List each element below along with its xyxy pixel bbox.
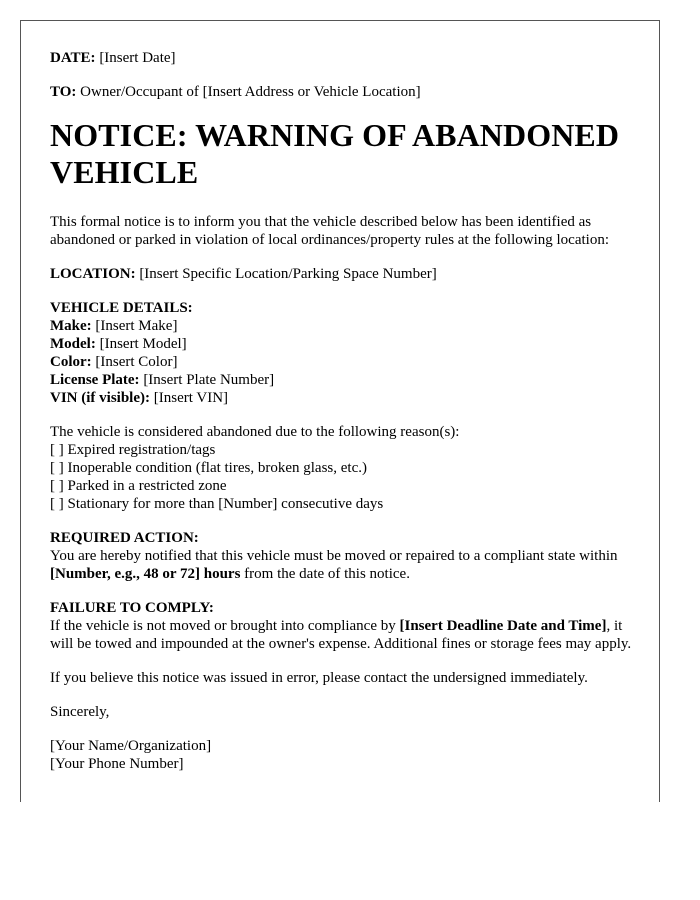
required-action-deadline: [Number, e.g., 48 or 72] hours [50, 566, 241, 582]
make-label: Make: [50, 318, 92, 334]
notice-content [50, 49, 640, 789]
location-value: [Insert Specific Location/Parking Space Number] [139, 266, 437, 282]
to-line [50, 83, 640, 101]
vehicle-model-line [50, 335, 640, 353]
failure-heading: FAILURE TO COMPLY: [50, 600, 214, 616]
vehicle-make-line [50, 317, 640, 335]
failure-text-after: , it will be towed and impounded at the owner's expense. Additional fines or storage fees may apply. [50, 618, 632, 652]
plate-label: License Plate: [50, 372, 140, 388]
contact-note: If you believe this notice was issued in error, please contact the undersigned immediately. [50, 670, 588, 686]
vin-label: VIN (if visible): [50, 390, 150, 406]
vehicle-details-heading: VEHICLE DETAILS: [50, 300, 193, 316]
required-action-text [50, 547, 640, 583]
model-value: [Insert Model] [99, 336, 187, 352]
notice-title: NOTICE: WARNING OF ABANDONED VEHICLE [50, 117, 620, 190]
to-value: Owner/Occupant of [Insert Address or Vehicle Location] [80, 84, 421, 100]
color-label: Color: [50, 354, 92, 370]
failure-section [50, 599, 640, 653]
reason-item: [ ] Parked in a restricted zone [50, 478, 227, 494]
color-value: [Insert Color] [95, 354, 178, 370]
vehicle-details [50, 299, 640, 407]
required-action-text-before: You are hereby notified that this vehicle must be moved or repaired to a compliant state within [50, 548, 618, 564]
date-line [50, 49, 640, 67]
failure-text-before: If the vehicle is not moved or brought into compliance by [50, 618, 400, 634]
required-action-heading: REQUIRED ACTION: [50, 530, 199, 546]
signature-name: [Your Name/Organization] [50, 738, 212, 754]
required-action-section [50, 529, 640, 583]
notice-page [20, 20, 660, 802]
signature-phone: [Your Phone Number] [50, 756, 184, 772]
reasons-section [50, 423, 640, 513]
vehicle-vin-line [50, 389, 640, 407]
date-label: DATE: [50, 50, 96, 66]
reasons-intro: The vehicle is considered abandoned due to the following reason(s): [50, 424, 460, 440]
signature-block [50, 737, 640, 773]
model-label: Model: [50, 336, 96, 352]
intro-paragraph: This formal notice is to inform you that the vehicle described below has been identified as abandoned or parked in violation of local ordinances/property rules at the following location: [50, 214, 609, 248]
date-value: [Insert Date] [99, 50, 176, 66]
failure-deadline: [Insert Deadline Date and Time] [399, 618, 607, 634]
required-action-text-after: from the date of this notice. [240, 566, 410, 582]
vin-value: [Insert VIN] [153, 390, 229, 406]
reason-item: [ ] Inoperable condition (flat tires, broken glass, etc.) [50, 460, 367, 476]
plate-value: [Insert Plate Number] [143, 372, 275, 388]
reason-item: [ ] Stationary for more than [Number] consecutive days [50, 496, 384, 512]
vehicle-plate-line [50, 371, 640, 389]
vehicle-color-line [50, 353, 640, 371]
location-label: LOCATION: [50, 266, 136, 282]
to-label: TO: [50, 84, 77, 100]
failure-text [50, 617, 640, 653]
reason-item: [ ] Expired registration/tags [50, 442, 216, 458]
location-line [50, 265, 640, 283]
make-value: [Insert Make] [95, 318, 178, 334]
closing: Sincerely, [50, 704, 110, 720]
